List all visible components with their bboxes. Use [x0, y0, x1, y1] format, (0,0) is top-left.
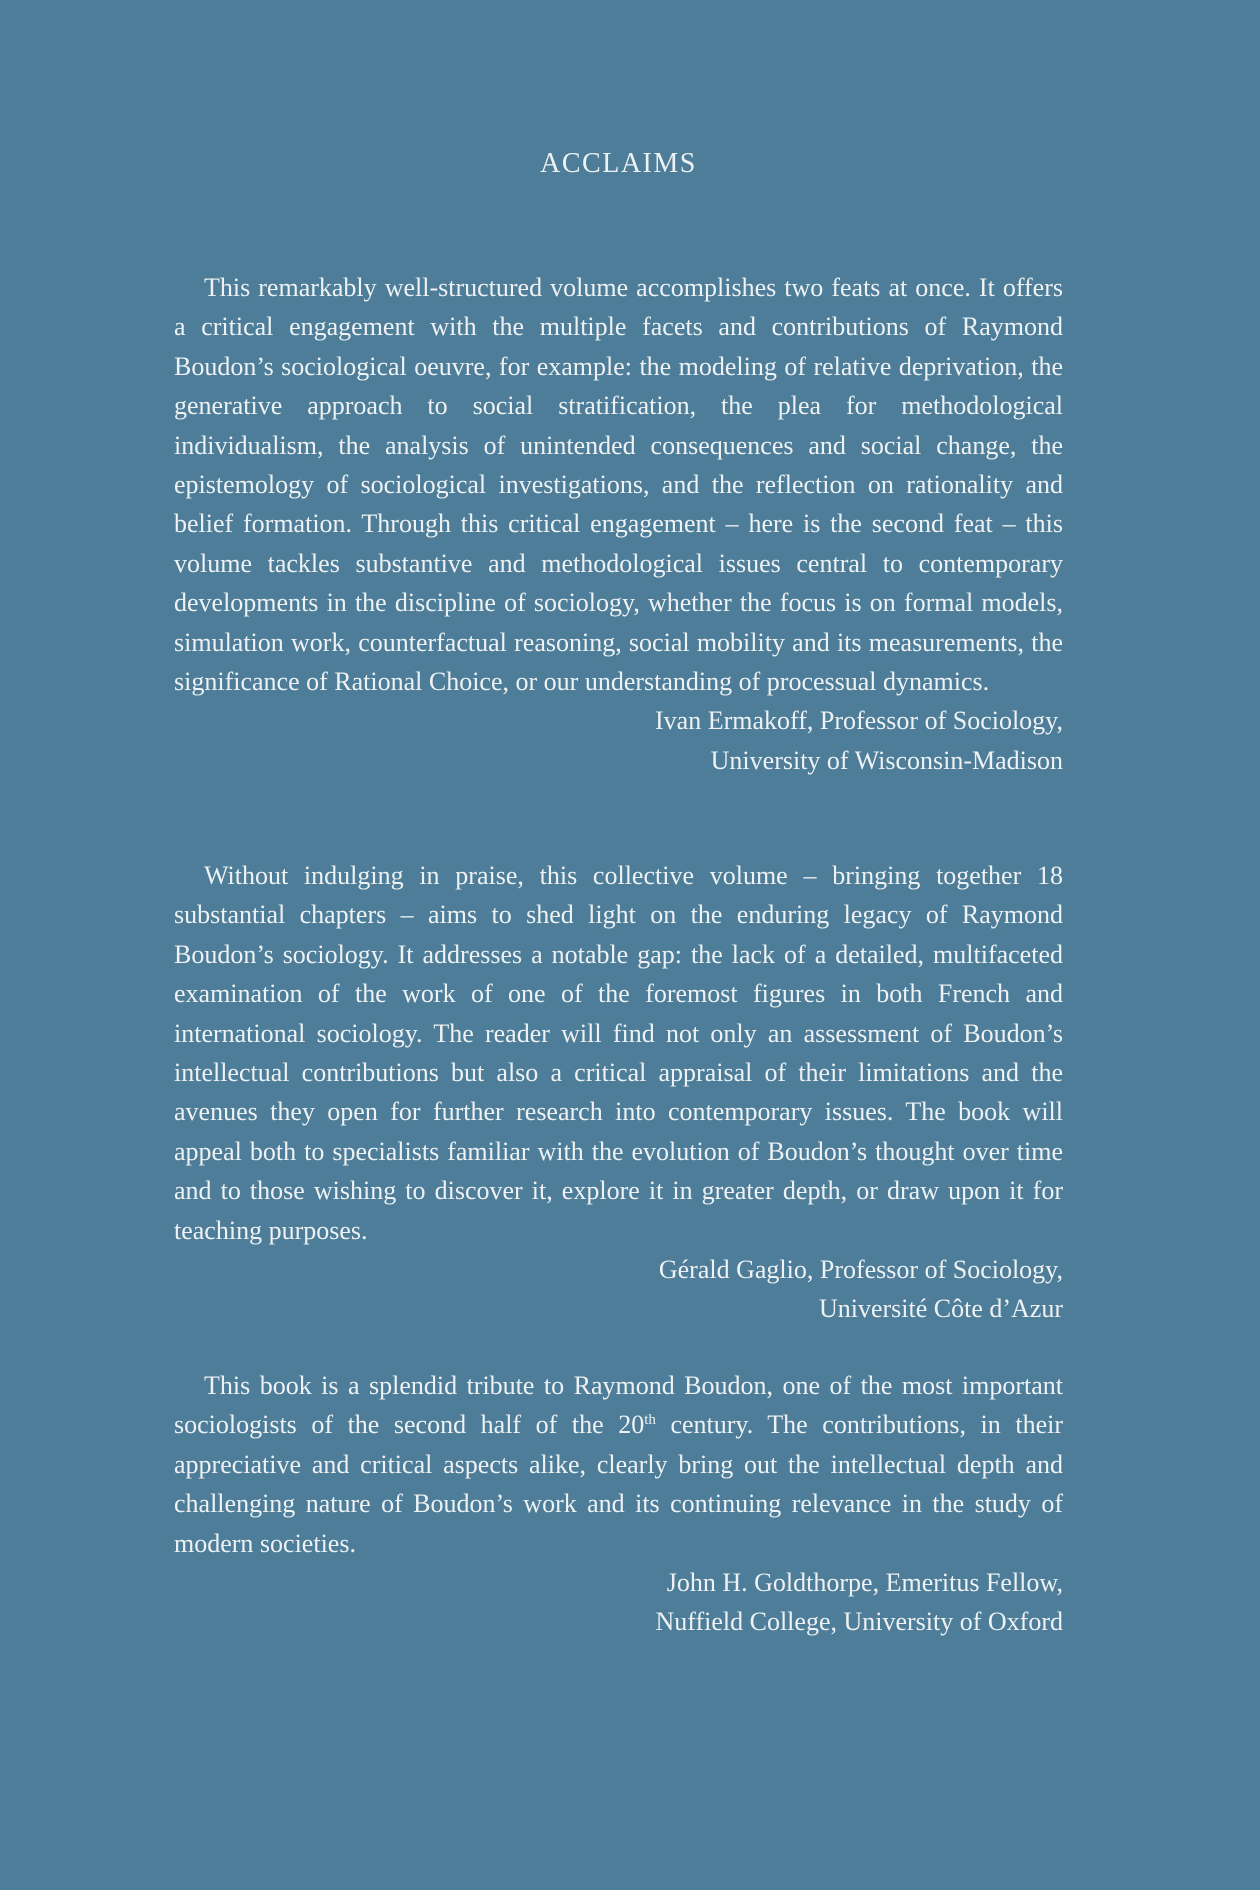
acclaim-block: [174, 856, 1063, 1329]
acclaim-quote: [174, 1366, 1063, 1563]
acclaim-author: John H. Goldthorpe, Emeritus Fellow,: [666, 1568, 1063, 1598]
acclaim-attribution: [174, 1563, 1063, 1642]
acclaim-author: Ivan Ermakoff, Professor of Sociology,: [655, 706, 1063, 736]
acclaim-affiliation: Nuffield College, University of Oxford: [655, 1607, 1063, 1637]
acclaim-quote-part: This book is a splendid tribute to Raymond Boudon, one of the most important sociologists of the second half of the 20: [174, 1371, 1063, 1440]
acclaim-affiliation: University of Wisconsin-Madison: [710, 745, 1063, 775]
acclaim-block: [174, 268, 1063, 780]
acclaim-block: [174, 1366, 1063, 1642]
acclaim-quote: This remarkably well-structured volume accomplishes two feats at once. It offers a critical engagement with the multiple facets and contributions of Raymond Boudon’s sociological oeuvre, for example: the modeling of relative deprivation, the generative approach to social stratification, the plea for methodological individualism, the analysis of unintended consequences and social change, the epistemology of sociological investigations, and the reflection on rationality and belief formation. Through this critical engagement – here is the second feat – this volume tackles substantive and methodological issues central to contemporary developments in the discipline of sociology, whether the focus is on formal models, simulation work, counterfactual reasoning, social mobility and its measurements, the significance of Rational Choice, or our understanding of processual dynamics.: [174, 273, 1063, 697]
acclaim-affiliation: Université Côte d’Azur: [818, 1294, 1063, 1324]
acclaim-attribution: [174, 701, 1063, 780]
page: [174, 0, 1063, 1890]
page-title: ACCLAIMS: [540, 148, 697, 179]
acclaim-author: Gérald Gaglio, Professor of Sociology,: [658, 1255, 1063, 1285]
acclaim-quote-part: century. The contributions, in their appreciative and critical aspects alike, clearly bring out the intellectual depth and challenging nature of Boudon’s work and its continuing relevance in the study of modern societies.: [174, 1410, 1063, 1558]
acclaim-quote: Without indulging in praise, this collective volume – bringing together 18 substantial chapters – aims to shed light on the enduring legacy of Raymond Boudon’s sociology. It addresses a notable gap: the lack of a detailed, multifaceted examination of the work of one of the foremost figures in both French and international sociology. The reader will find not only an assessment of Boudon’s intellectual contributions but also a critical appraisal of their limitations and the avenues they open for further research into contemporary issues. The book will appeal both to specialists familiar with the evolution of Boudon’s thought over time and to those wishing to discover it, explore it in greater depth, or draw upon it for teaching purposes.: [174, 861, 1063, 1245]
ordinal-superscript: th: [644, 1412, 656, 1429]
acclaim-attribution: [174, 1250, 1063, 1329]
